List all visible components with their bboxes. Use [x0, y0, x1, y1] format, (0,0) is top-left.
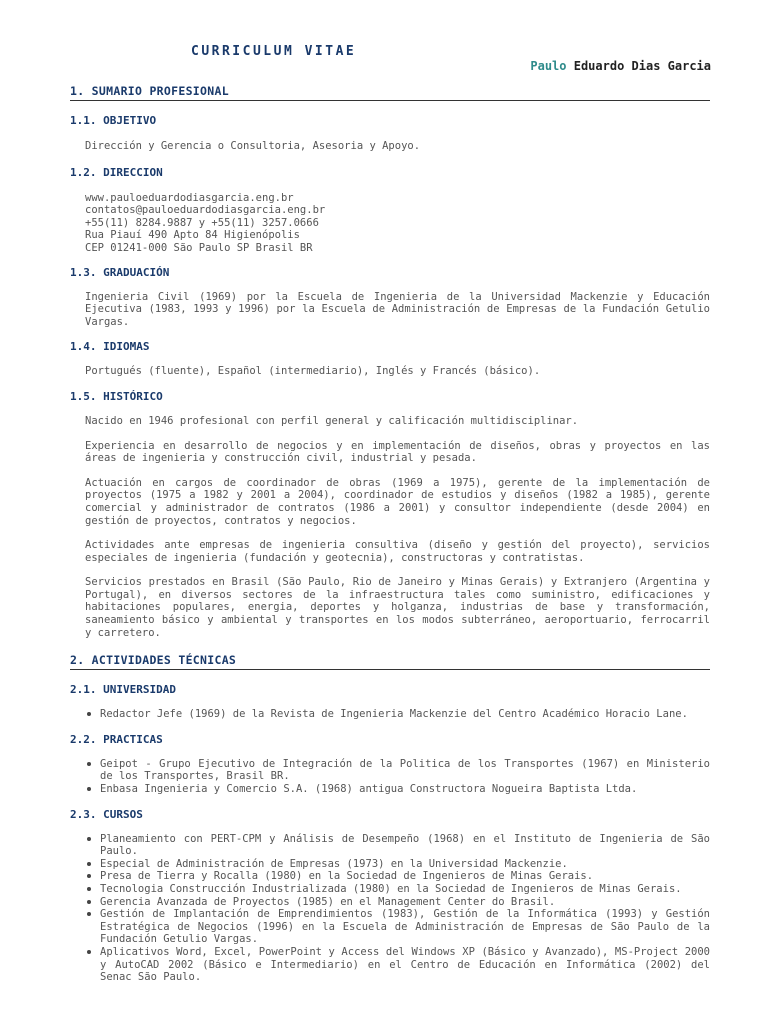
subheading-historico: 1.5. HISTÓRICO: [70, 389, 163, 403]
historico-paragraph: Actuación en cargos de coordinador de obras (1969 a 1975), gerente de la implementación de proyectos (1975 a 1982 y 2001 a 2004), coordinador de estudios y diseños (1982 a 1985), gerente comercial y administrador de contratos (1986 a 2001) y consultor independiente (desde 2004) en gestión de proyectos, contratos y negocios.: [85, 476, 710, 527]
list-item: Redactor Jefe (1969) de la Revista de Ingenieria Mackenzie del Centro Académico Horacio Lane.: [100, 708, 710, 721]
subheading-practicas: 2.2. PRACTICAS: [70, 732, 163, 746]
practicas-list: [70, 758, 710, 796]
author-name: [530, 59, 711, 73]
graduacion-text: Ingenieria Civil (1969) por la Escuela de Ingenieria de la Universidad Mackenzie y Educación Ejecutiva (1983, 1993 y 1996) por la Escuela de Administración de Empresas de la Fundación Getulio Vargas.: [85, 290, 710, 328]
list-item: Aplicativos Word, Excel, PowerPoint y Access del Windows XP (Básico y Avanzado), MS-Project 2000 y AutoCAD 2002 (Básico e Intermediario) en el Centro de Educación en Informática (2002) del Senac São Paulo.: [100, 945, 710, 984]
idiomas-text: Portugués (fluente), Español (intermediario), Inglés y Francés (básico).: [85, 365, 541, 378]
address-block: [85, 192, 710, 255]
subheading-objetivo: 1.1. OBJETIVO: [70, 114, 157, 127]
subheading-graduacion: 1.3. GRADUACIÓN: [70, 265, 170, 279]
address-street: Rua Piauí 490 Apto 84 Higienópolis: [85, 229, 300, 242]
address-city: CEP 01241-000 São Paulo SP Brasil BR: [85, 241, 313, 254]
document-title: CURRICULUM VITAE: [191, 44, 357, 59]
address-phones: +55(11) 8284.9887 y +55(11) 3257.0666: [85, 216, 319, 229]
list-item: Tecnologia Construcción Industrializada (1980) en la Sociedad de Ingenieros de Minas Gerais.: [100, 883, 710, 896]
author-first-name: Paulo: [530, 59, 567, 73]
cv-content: [70, 84, 710, 984]
historico-paragraph: Nacido en 1946 profesional con perfil general y calificación multidisciplinar.: [85, 414, 579, 427]
list-item: Presa de Tierra y Rocalla (1980) en la Sociedad de Ingenieros de Minas Gerais.: [100, 870, 710, 883]
address-website: www.pauloeduardodiasgarcia.eng.br: [85, 191, 294, 204]
universidad-list: [70, 708, 710, 721]
list-item: Gestión de Implantación de Emprendimientos (1983), Gestión de la Informática (1993) y Gestión Estratégica de Negocios (1996) en la Escuela de Administración de Empresas de São Paulo de la Fundación Getulio Vargas.: [100, 908, 710, 946]
list-item: Especial de Administración de Empresas (1973) en la Universidad Mackenzie.: [100, 858, 710, 871]
section-heading-actividades: 2. ACTIVIDADES TÉCNICAS: [70, 653, 710, 670]
subheading-cursos: 2.3. CURSOS: [70, 807, 143, 821]
cursos-list: [70, 833, 710, 984]
section-heading-sumario: 1. SUMARIO PROFESIONAL: [70, 84, 710, 101]
historico-paragraph: Servicios prestados en Brasil (São Paulo, Rio de Janeiro y Minas Gerais) y Extranjero (Argentina y Portugal), en diversos sectores de la infraestructura tales como suministro, edificaciones y habitaciones populares, energia, deportes y holganza, industrias de base y transformación, saneamiento básico y ambiental y transportes en los modos subterráneo, aeroportuario, ferrocarril y carretero.: [85, 576, 710, 639]
author-last-name: Eduardo Dias Garcia: [566, 59, 711, 73]
subheading-direccion: 1.2. DIRECCION: [70, 165, 163, 179]
historico-paragraph: Experiencia en desarrollo de negocios y en implementación de diseños, obras y proyectos en las áreas de ingenieria y construcción civil, industrial y pesada.: [85, 439, 710, 465]
list-item: Enbasa Ingenieria y Comercio S.A. (1968) antigua Constructora Nogueira Baptista Ltda.: [100, 783, 710, 796]
list-item: Geipot - Grupo Ejecutivo de Integración de la Politica de los Transportes (1967) en Ministerio de los Transportes, Brasil BR.: [100, 757, 710, 783]
list-item: Gerencia Avanzada de Proyectos (1985) en el Management Center do Brasil.: [100, 896, 710, 909]
subheading-idiomas: 1.4. IDIOMAS: [70, 340, 150, 354]
address-email: contatos@pauloeduardodiasgarcia.eng.br: [85, 204, 326, 217]
list-item: Planeamiento con PERT-CPM y Análisis de Desempeño (1968) en el Instituto de Ingenieria de São Paulo.: [100, 832, 710, 858]
subheading-universidad: 2.1. UNIVERSIDAD: [70, 683, 176, 697]
objetivo-text: Dirección y Gerencia o Consultoria, Asesoria y Apoyo.: [85, 140, 421, 152]
historico-paragraph: Actividades ante empresas de ingenieria consultiva (diseño y gestión del proyecto), servicios especiales de ingenieria (fundación y geotecnia), constructoras y contratistas.: [85, 539, 710, 564]
